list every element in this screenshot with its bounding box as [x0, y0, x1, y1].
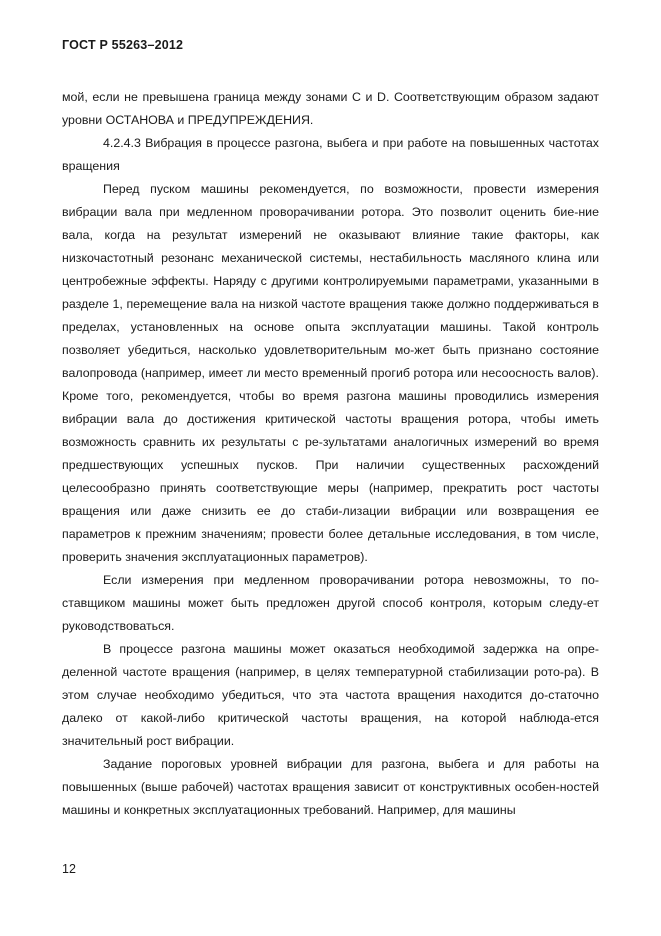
document-body [62, 86, 599, 822]
paragraph: Перед пуском машины рекомендуется, по возможности, провести измерения вибрации вала при медленном проворачивании ротора. Это позволит оценить бие-ние вала, когда на результат измерений не оказывают влияние такие факторы, как низкочастотный резонанс механической системы, нестабильность масляного клина или центробежные эффекты. Наряду с другими контролируемыми параметрами, указанными в разделе 1, перемещение вала на низкой частоте вращения также должно поддерживаться в пределах, установленных на основе опыта эксплуатации машины. Такой контроль позволяет убедиться, насколько удовлетворительным мо-жет быть признано состояние валопровода (например, имеет ли место временный прогиб ротора или несоосность валов). Кроме того, рекомендуется, чтобы во время разгона машины проводились измерения вибрации вала до достижения критической частоты вращения ротора, чтобы иметь возможность сравнить их результаты с ре-зультатами аналогичных измерений во время предшествующих успешных пусков. При наличии существенных расхождений целесообразно принять соответствующие меры (например, прекратить рост частоты вращения или даже снизить ее до стаби-лизации вибрации или возвращения ее параметров к прежним значениям; провести более детальные исследования, в том числе, проверить значения эксплуатационных параметров). [62, 182, 599, 564]
section-heading: 4.2.4.3 Вибрация в процессе разгона, выбега и при работе на повышенных частотах вращения [62, 136, 599, 173]
page-number: 12 [62, 862, 76, 876]
paragraph-continuation: мой, если не превышена граница между зонами C и D. Соответствующим образом задают уровни ОСТАНОВА и ПРЕДУПРЕЖДЕНИЯ. [62, 90, 599, 127]
paragraph: Если измерения при медленном проворачивании ротора невозможны, то по-ставщиком машины может быть предложен другой способ контроля, которым следу-ет руководствоваться. [62, 573, 599, 633]
paragraph: В процессе разгона машины может оказаться необходимой задержка на опре-деленной частоте вращения (например, в целях температурной стабилизации рото-ра). В этом случае необходимо убедиться, что эта частота вращения находится до-статочно далеко от какой-либо критической частоты вращения, на которой наблюда-ется значительный рост вибрации. [62, 642, 599, 748]
document-header: ГОСТ Р 55263–2012 [62, 38, 184, 52]
paragraph: Задание пороговых уровней вибрации для разгона, выбега и для работы на повышенных (выше рабочей) частотах вращения зависит от конструктивных особен-ностей машины и конкретных эксплуатационных требований. Например, для машины [62, 757, 599, 817]
